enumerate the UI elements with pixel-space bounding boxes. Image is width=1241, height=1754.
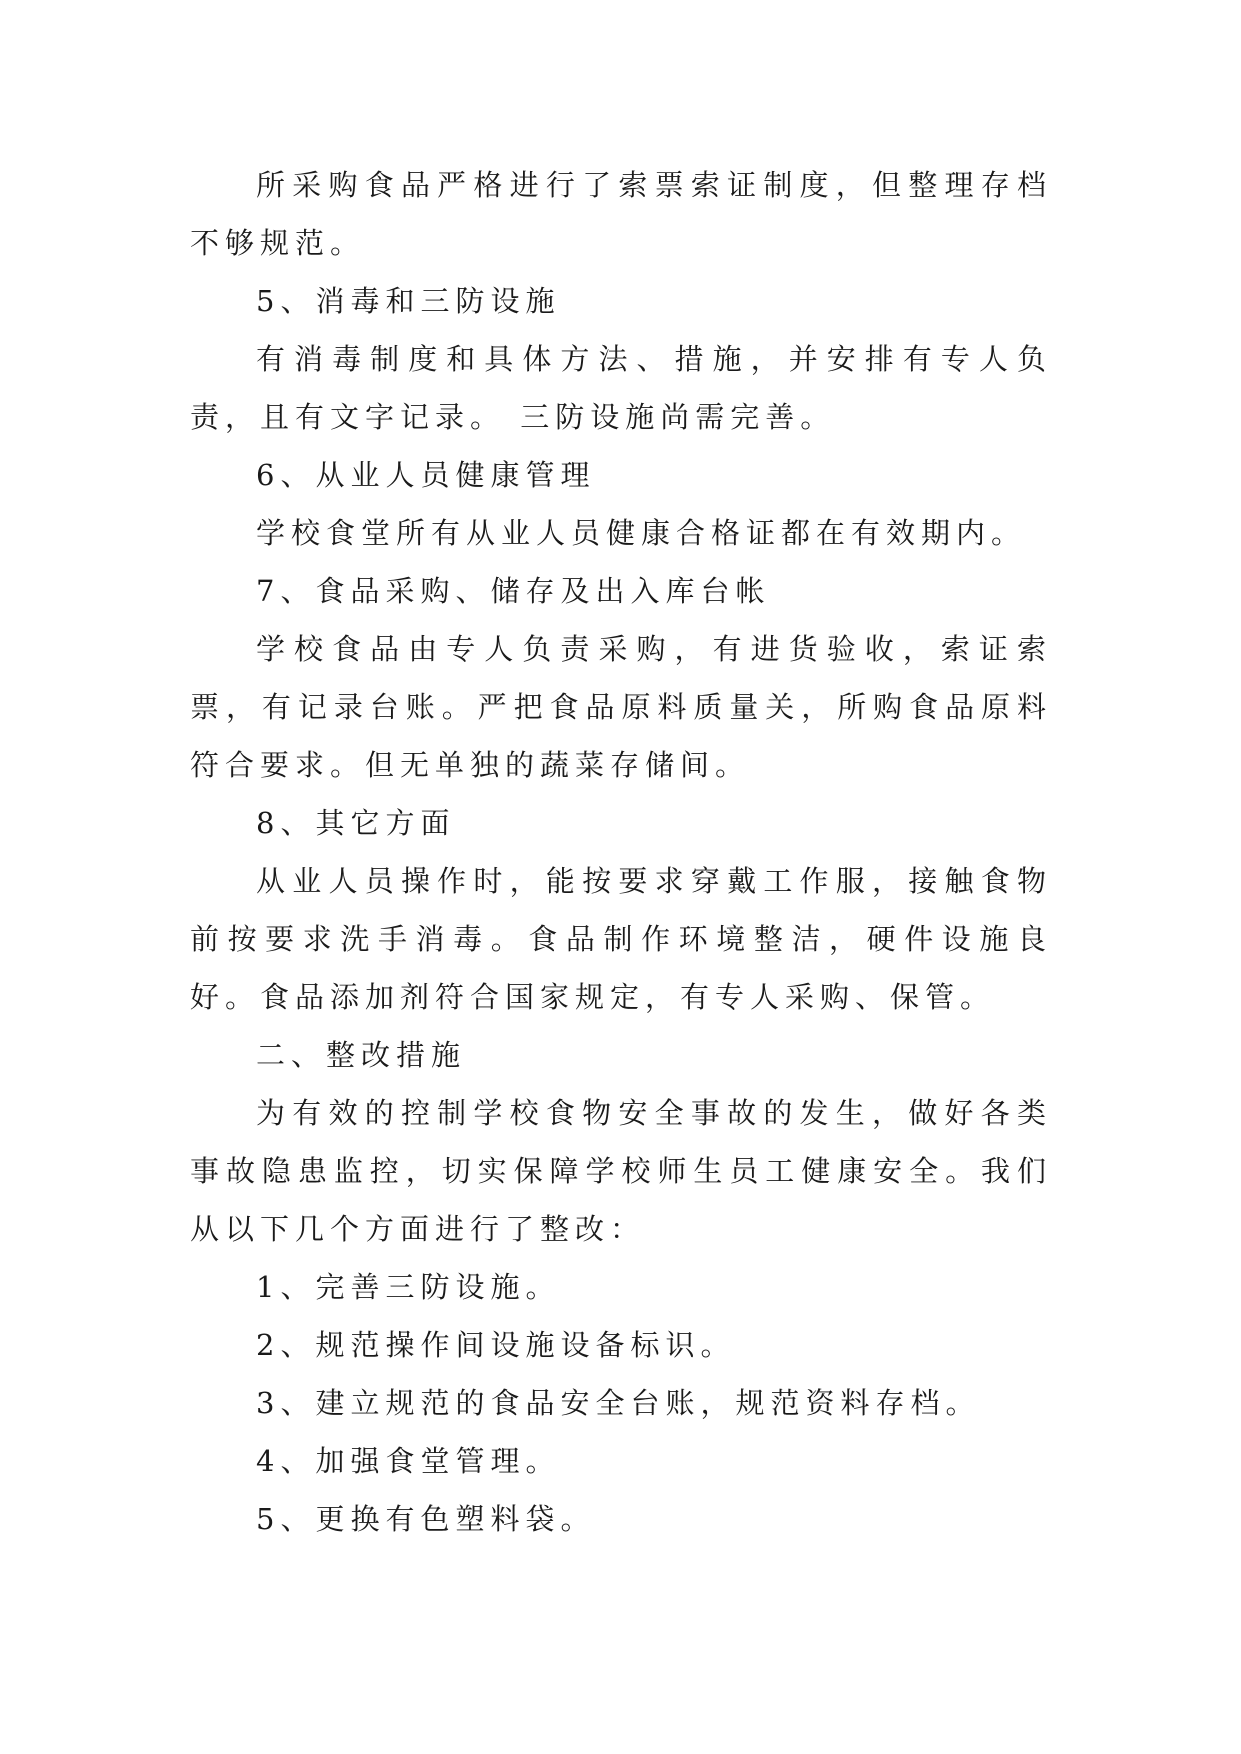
heading-rectification: 二、整改措施 <box>256 1038 467 1072</box>
paragraph-purchase-records: 所采购食品严格进行了索票索证制度，但整理存档不够规范。 <box>190 168 1052 260</box>
heading-other: 8、其它方面 <box>256 806 456 840</box>
list-item-5: 5、更换有色塑料袋。 <box>256 1502 596 1536</box>
heading-food-purchase: 7、食品采购、储存及出入库台帐 <box>256 574 771 608</box>
list-item-2: 2、规范操作间设施设备标识。 <box>256 1328 736 1362</box>
paragraph-other: 从业人员操作时，能按要求穿戴工作服，接触食物前按要求洗手消毒。食品制作环境整洁，硬件设施良好。食品添加剂符合国家规定，有专人采购、保管。 <box>190 864 1052 1014</box>
paragraph-food-purchase: 学校食品由专人负责采购，有进货验收，索证索票，有记录台账。严把食品原料质量关，所购食品原料符合要求。但无单独的蔬菜存储间。 <box>190 632 1052 782</box>
document-body <box>190 156 1052 1548</box>
heading-staff-health: 6、从业人员健康管理 <box>256 458 596 492</box>
list-item-1: 1、完善三防设施。 <box>256 1270 561 1304</box>
list-item-4: 4、加强食堂管理。 <box>256 1444 561 1478</box>
heading-disinfection: 5、消毒和三防设施 <box>256 284 561 318</box>
paragraph-staff-health: 学校食堂所有从业人员健康合格证都在有效期内。 <box>256 516 1027 550</box>
paragraph-disinfection: 有消毒制度和具体方法、措施，并安排有专人负责，且有文字记录。 三防设施尚需完善。 <box>190 342 1052 434</box>
list-item-3: 3、建立规范的食品安全台账，规范资料存档。 <box>256 1386 981 1420</box>
paragraph-rectification-intro: 为有效的控制学校食物安全事故的发生，做好各类事故隐患监控，切实保障学校师生员工健康安全。我们从以下几个方面进行了整改： <box>190 1096 1052 1246</box>
